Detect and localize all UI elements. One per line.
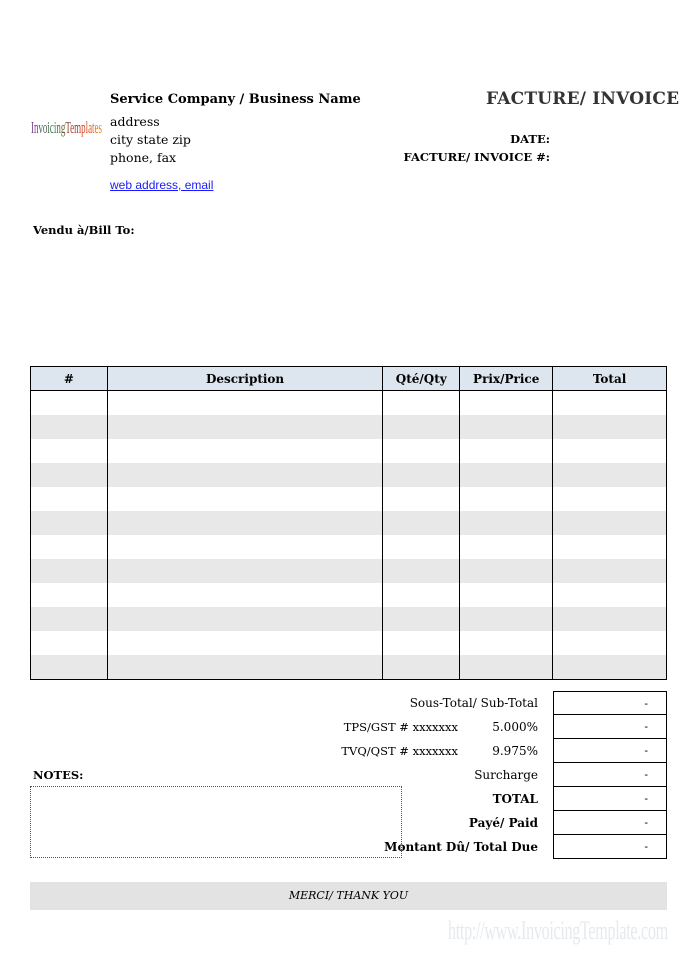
table-row[interactable]: [31, 535, 667, 559]
cell-qty[interactable]: [383, 511, 460, 535]
bill-to-label: Vendu à/Bill To:: [33, 223, 135, 237]
date-label: DATE:: [510, 132, 550, 146]
summary-value[interactable]: -: [553, 739, 667, 763]
cell-description[interactable]: [107, 559, 382, 583]
col-header-total: Total: [553, 367, 667, 391]
cell-description[interactable]: [107, 415, 382, 439]
company-web-link[interactable]: web address, email: [110, 178, 214, 192]
col-header-qty: Qté/Qty: [383, 367, 460, 391]
col-header-description: Description: [107, 367, 382, 391]
cell-price[interactable]: [460, 487, 553, 511]
summary-label: Payé/ Paid: [468, 816, 538, 830]
cell-total[interactable]: [553, 655, 667, 680]
cell-number[interactable]: [31, 583, 108, 607]
table-row[interactable]: [31, 439, 667, 463]
cell-total[interactable]: [553, 583, 667, 607]
summary-rate: 9.975%: [492, 744, 538, 758]
company-logo: [31, 113, 103, 143]
logo-text: InvoicingTemplates: [31, 118, 103, 137]
notes-label: NOTES:: [33, 768, 84, 782]
cell-description[interactable]: [107, 655, 382, 680]
company-phone: phone, fax: [110, 150, 177, 165]
watermark: http://www.InvoicingTemplate.com: [448, 916, 668, 945]
table-row[interactable]: [31, 511, 667, 535]
cell-qty[interactable]: [383, 463, 460, 487]
cell-description[interactable]: [107, 463, 382, 487]
cell-price[interactable]: [460, 535, 553, 559]
table-row[interactable]: [31, 655, 667, 680]
summary-value[interactable]: -: [553, 811, 667, 835]
cell-number[interactable]: [31, 463, 108, 487]
cell-price[interactable]: [460, 415, 553, 439]
cell-number[interactable]: [31, 487, 108, 511]
table-row[interactable]: [31, 487, 667, 511]
cell-description[interactable]: [107, 511, 382, 535]
cell-description[interactable]: [107, 583, 382, 607]
cell-description[interactable]: [107, 439, 382, 463]
cell-qty[interactable]: [383, 535, 460, 559]
cell-total[interactable]: [553, 391, 667, 416]
summary-label: Montant Dû/ Total Due: [384, 840, 538, 854]
cell-qty[interactable]: [383, 655, 460, 680]
cell-total[interactable]: [553, 439, 667, 463]
cell-number[interactable]: [31, 655, 108, 680]
invoice-number-label: FACTURE/ INVOICE #:: [403, 150, 550, 164]
cell-price[interactable]: [460, 631, 553, 655]
table-row[interactable]: [31, 631, 667, 655]
cell-number[interactable]: [31, 559, 108, 583]
cell-total[interactable]: [553, 415, 667, 439]
cell-price[interactable]: [460, 439, 553, 463]
summary-value[interactable]: -: [553, 715, 667, 739]
table-row[interactable]: [31, 583, 667, 607]
cell-qty[interactable]: [383, 559, 460, 583]
cell-qty[interactable]: [383, 631, 460, 655]
cell-price[interactable]: [460, 391, 553, 416]
company-name: Service Company / Business Name: [110, 92, 361, 107]
items-table: [30, 366, 667, 680]
cell-qty[interactable]: [383, 391, 460, 416]
table-row[interactable]: [31, 463, 667, 487]
cell-number[interactable]: [31, 631, 108, 655]
table-row[interactable]: [31, 559, 667, 583]
cell-description[interactable]: [107, 535, 382, 559]
cell-total[interactable]: [553, 511, 667, 535]
cell-qty[interactable]: [383, 439, 460, 463]
cell-qty[interactable]: [383, 583, 460, 607]
cell-price[interactable]: [460, 655, 553, 680]
cell-total[interactable]: [553, 487, 667, 511]
cell-description[interactable]: [107, 607, 382, 631]
thank-you-banner: MERCI/ THANK YOU: [30, 882, 667, 910]
cell-number[interactable]: [31, 391, 108, 416]
cell-description[interactable]: [107, 631, 382, 655]
cell-total[interactable]: [553, 535, 667, 559]
cell-price[interactable]: [460, 559, 553, 583]
cell-price[interactable]: [460, 583, 553, 607]
col-header-number: #: [31, 367, 108, 391]
cell-price[interactable]: [460, 511, 553, 535]
summary-label: Surcharge: [474, 768, 538, 782]
cell-qty[interactable]: [383, 607, 460, 631]
cell-number[interactable]: [31, 439, 108, 463]
cell-price[interactable]: [460, 463, 553, 487]
summary-label: TOTAL: [492, 792, 538, 806]
summary-label: Sous-Total/ Sub-Total: [409, 696, 538, 710]
cell-total[interactable]: [553, 559, 667, 583]
summary-value[interactable]: -: [553, 691, 667, 715]
summary-rate: 5.000%: [492, 720, 538, 734]
cell-number[interactable]: [31, 415, 108, 439]
cell-total[interactable]: [553, 607, 667, 631]
invoice-title: FACTURE/ INVOICE: [486, 89, 680, 109]
table-header-row: [31, 367, 667, 391]
cell-total[interactable]: [553, 631, 667, 655]
summary-label: TPS/GST # xxxxxxx: [343, 720, 458, 734]
summary-value[interactable]: -: [553, 763, 667, 787]
summary-value[interactable]: -: [553, 787, 667, 811]
notes-field[interactable]: [30, 786, 402, 858]
cell-qty[interactable]: [383, 415, 460, 439]
table-row[interactable]: [31, 415, 667, 439]
summary-label: TVQ/QST # xxxxxxx: [341, 744, 458, 758]
cell-qty[interactable]: [383, 487, 460, 511]
cell-description[interactable]: [107, 487, 382, 511]
cell-description[interactable]: [107, 391, 382, 416]
cell-number[interactable]: [31, 535, 108, 559]
cell-number[interactable]: [31, 511, 108, 535]
table-row[interactable]: [31, 607, 667, 631]
company-address: address: [110, 114, 160, 129]
cell-total[interactable]: [553, 463, 667, 487]
col-header-price: Prix/Price: [460, 367, 553, 391]
company-city: city state zip: [110, 132, 191, 147]
summary-value[interactable]: -: [553, 835, 667, 859]
table-row[interactable]: [31, 391, 667, 416]
cell-price[interactable]: [460, 607, 553, 631]
cell-number[interactable]: [31, 607, 108, 631]
